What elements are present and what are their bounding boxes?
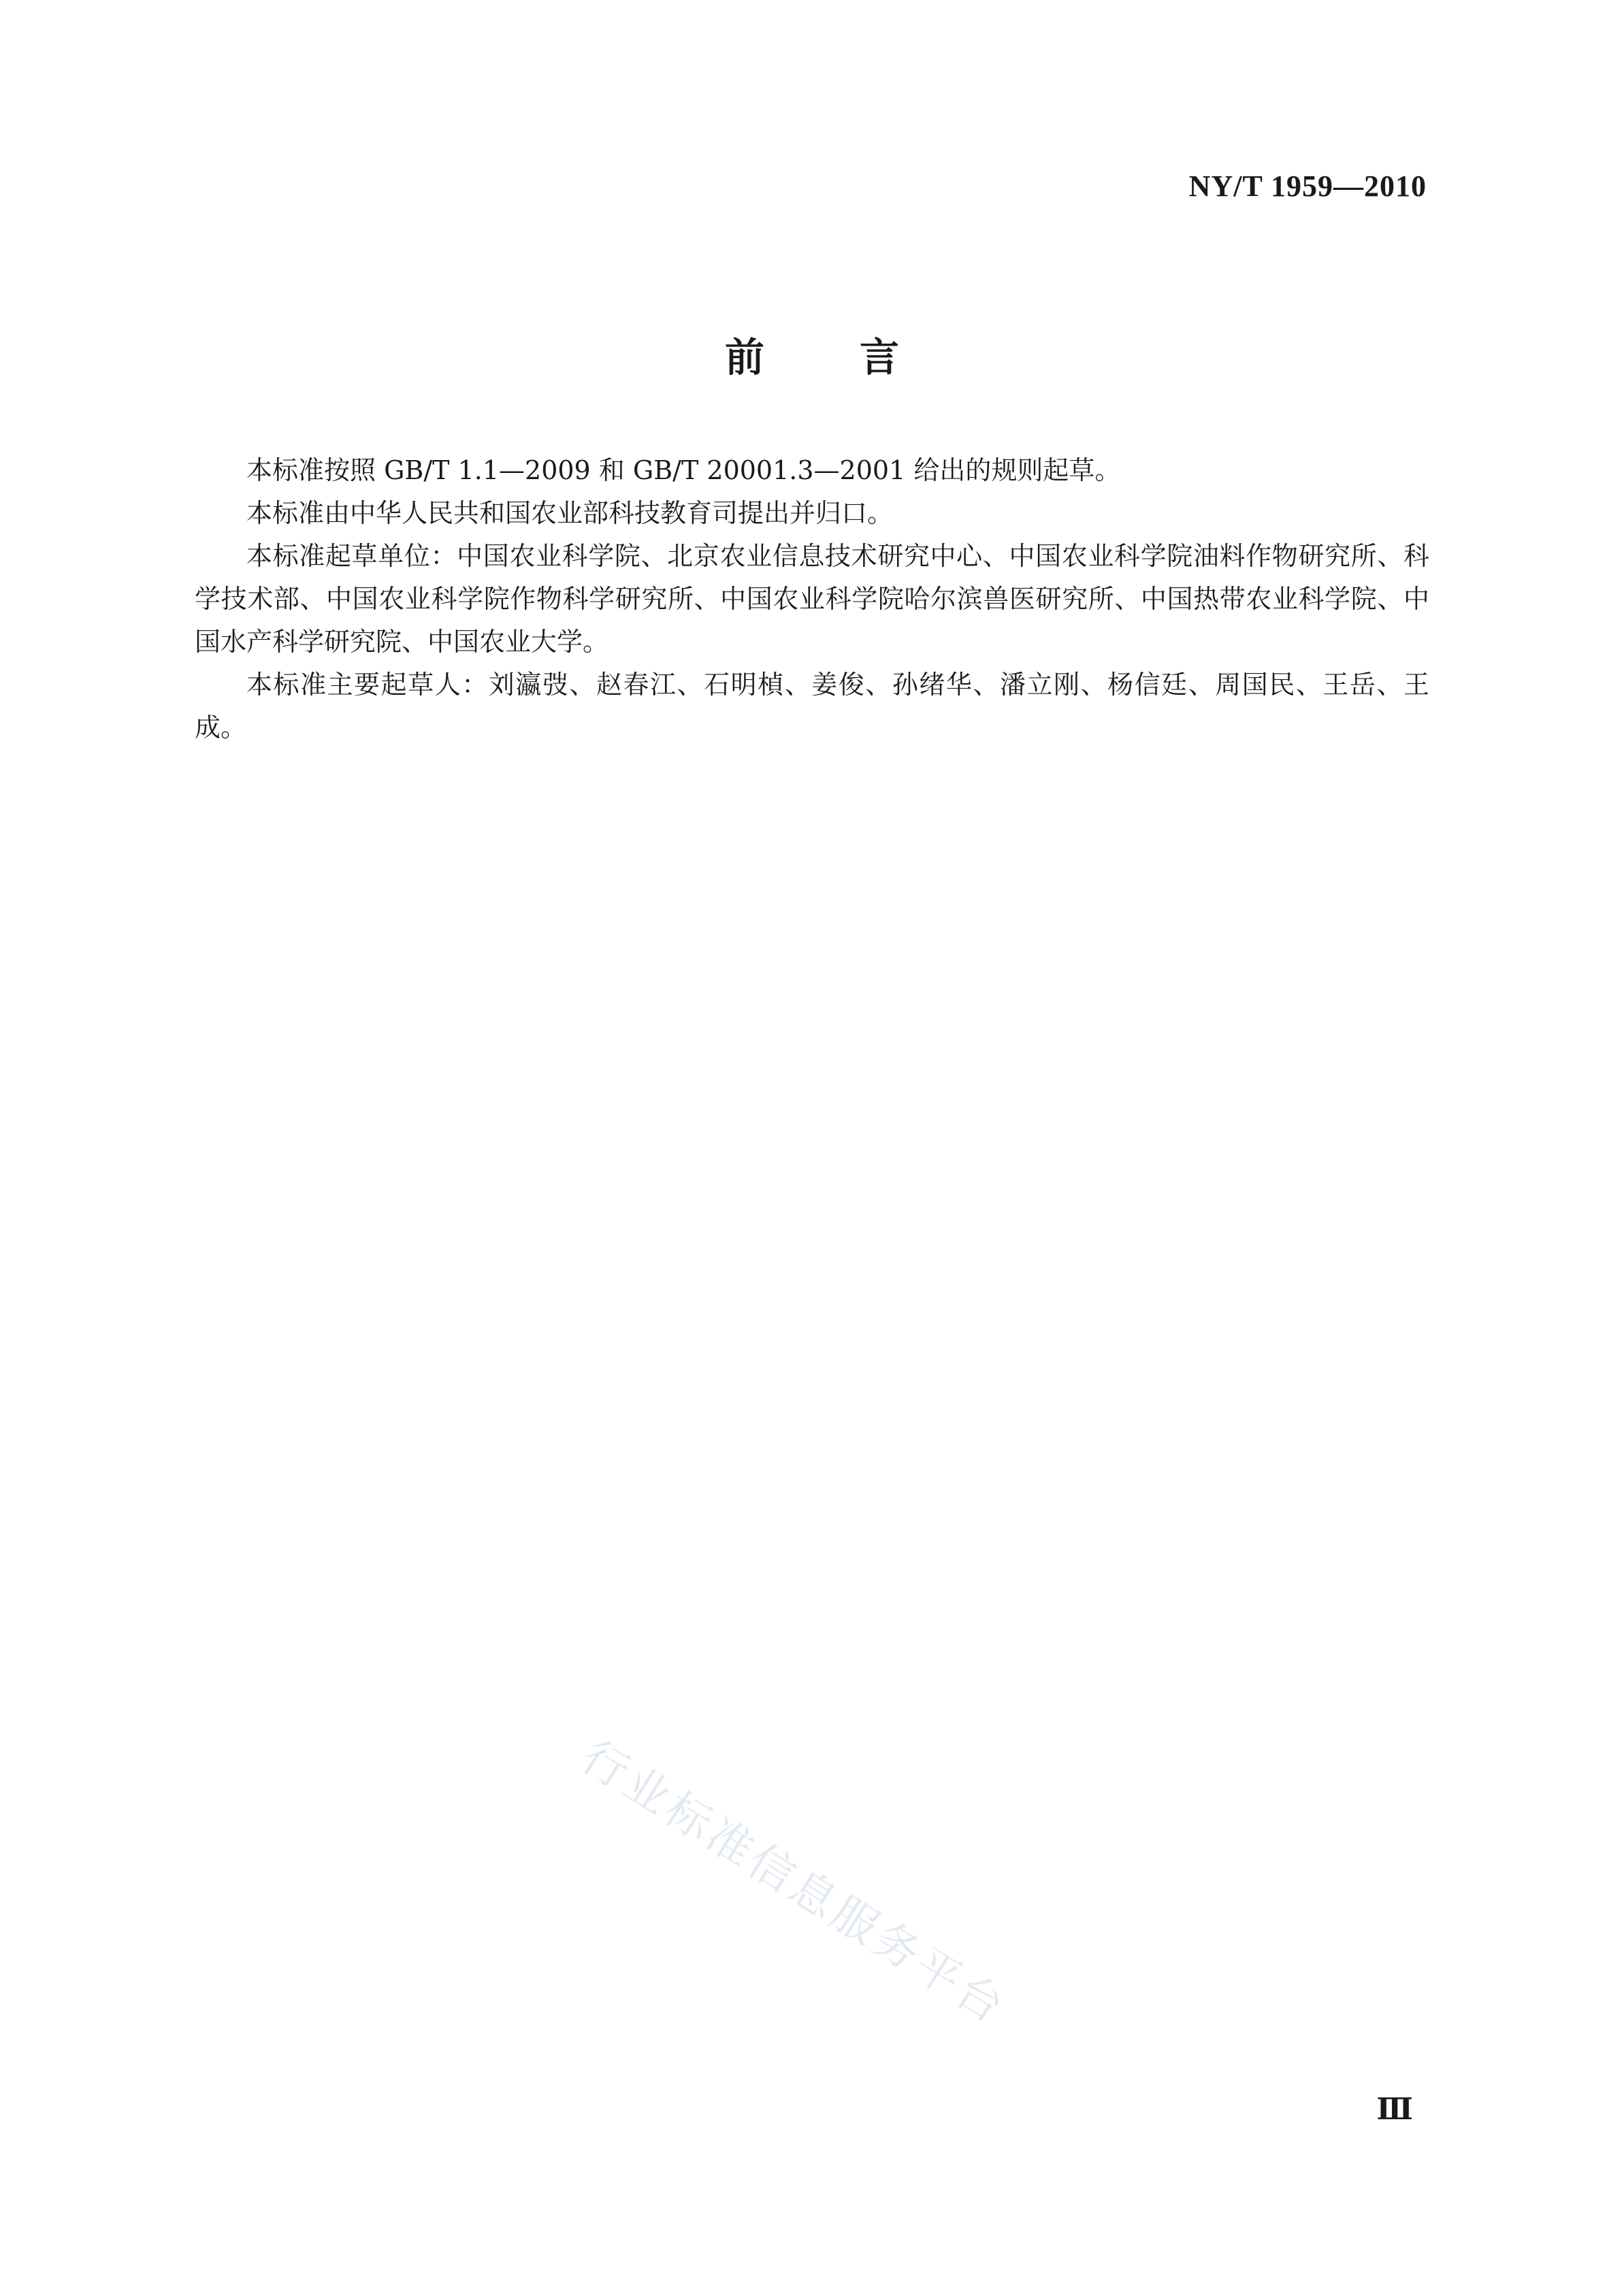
standard-code: NY/T 1959—2010 bbox=[1188, 169, 1427, 203]
paragraph-proposer: 本标准由中华人民共和国农业部科技教育司提出并归口。 bbox=[246, 498, 894, 528]
preface-body bbox=[195, 449, 1429, 749]
page-title: 前言 bbox=[724, 334, 994, 380]
page-number: Ⅲ bbox=[1376, 2093, 1413, 2126]
paragraph-drafting-units: 本标准起草单位：中国农业科学院、北京农业信息技术研究中心、中国农业科学院油料作物研究所、科学技术部、中国农业科学院作物科学研究所、中国农业科学院哈尔滨兽医研究所、中国热带农业科学院、中国水产科学研究院、中国农业大学。 bbox=[195, 541, 1429, 657]
paragraph-drafters: 本标准主要起草人：刘瀛弢、赵春江、石明楨、姜俊、孙绪华、潘立刚、杨信廷、周国民、王岳、王成。 bbox=[195, 670, 1429, 742]
paragraph-drafting-rules: 本标准按照 GB/T 1.1—2009 和 GB/T 20001.3—2001 给出的规则起草。 bbox=[246, 455, 1121, 485]
watermark-text: 行业标准信息服务平台 bbox=[572, 1730, 1016, 2035]
